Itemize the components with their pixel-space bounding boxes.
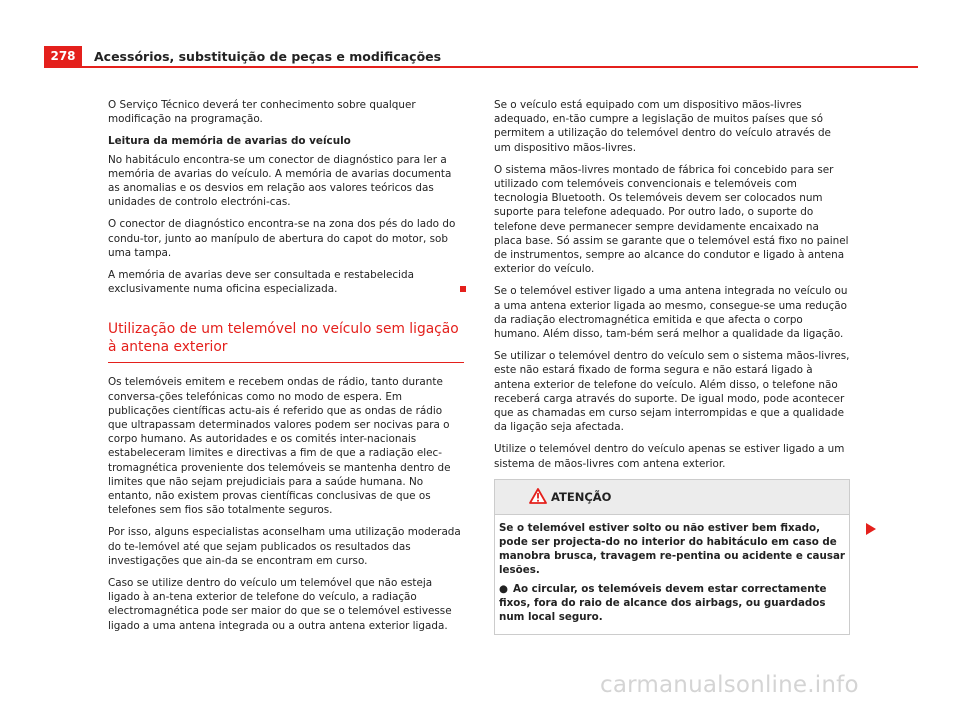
warning-paragraph: Se o telemóvel estiver solto ou não estiver bem fixado, pode ser projecta-do no interior do habitáculo em caso de manobra brusca, travagem re-pentina ou acidente e causar lesões.: [499, 521, 845, 577]
paragraph: Se utilizar o telemóvel dentro do veículo sem o sistema mãos-livres, este não estará fixado de forma segura e não estará ligado à antena exterior de telefone do veículo. Além disso, o telefone não receberá carga através do suporte. De igual modo, pode acontecer que as chamadas em curso sejam interrompidas e que a qualidade da ligação seja afectada.: [494, 350, 850, 434]
left-column: [108, 98, 464, 641]
warning-body: [495, 515, 849, 634]
warning-triangle-icon: [529, 488, 547, 508]
warning-bullet-item: [499, 582, 845, 625]
section-body: [108, 375, 464, 632]
paragraph: Caso se utilize dentro do veículo um telemóvel que não esteja ligado à an-tena exterior de telefone do veículo, a radiação electromagnética pode ser maior do que se o telemóvel estivesse ligado a uma antena integrada ou a outra antena exterior ligada.: [108, 577, 452, 632]
paragraph: Por isso, alguns especialistas aconselham uma utilização moderada do te-lemóvel até que sejam publicados os resultados das investigações que ain-da se encontram em curso.: [108, 526, 461, 567]
paragraph: Utilize o telemóvel dentro do veículo apenas se estiver ligado a um sistema de mãos-livres com antena exterior.: [494, 443, 845, 470]
paragraph: O conector de diagnóstico encontra-se na zona dos pés do lado do condu-tor, junto ao manípulo de abertura do capot do motor, sob uma tampa.: [108, 218, 456, 259]
section-title: Utilização de um telemóvel no veículo sem ligação à antena exterior: [108, 320, 464, 363]
warning-bullet-text: Ao circular, os telemóveis devem estar correctamente fixos, fora do raio de alcance dos airbags, ou guardados num local seguro.: [499, 582, 827, 624]
section-end-marker: [460, 286, 466, 292]
paragraph: No habitáculo encontra-se um conector de diagnóstico para ler a memória de avarias do veículo. A memória de avarias documenta as anomalias e os desvios em relação aos valores teóricos das unidades de controlo electróni-cas.: [108, 153, 452, 209]
header-rule: [44, 66, 918, 68]
paragraph: Se o telemóvel estiver ligado a uma antena integrada no veículo ou a uma antena exterior ligada ao mesmo, consegue-se uma redução da radiação electromagnética emitida e que afecta o corpo humano. Além disso, tam-bém será melhor a qualidade da ligação.: [494, 285, 848, 341]
bullet-icon: ●: [499, 582, 508, 595]
right-column: [494, 98, 850, 635]
warning-title: ATENÇÃO: [551, 489, 612, 504]
paragraph: O Serviço Técnico deverá ter conhecimento sobre qualquer modificação na programação.: [108, 99, 416, 126]
paragraph-with-end-mark: [108, 268, 464, 296]
subheading: Leitura da memória de avarias do veículo: [108, 135, 351, 148]
paragraph: Os telemóveis emitem e recebem ondas de rádio, tanto durante conversa-ções telefónicas como no modo de espera. Em publicações científicas actu-ais é referido que as ondas de rádio que ultrapassam determinados valores podem ser nocivas para o corpo humano. As autoridades e os comités inter-nacionais estabeleceram limites e directivas a fim de que a radiação elec-tromagnética proveniente dos telemóveis se mantenha dentro de limites que não sejam prejudiciais para a saúde humana. No entanto, não existem provas científicas conclusivas de que os telefones sem fios são totalmente seguros.: [108, 376, 451, 517]
page-header-title: Acessórios, substituição de peças e modificações: [94, 49, 442, 64]
watermark: carmanualsonline.info: [600, 672, 859, 698]
paragraph-text: A memória de avarias deve ser consultada e restabelecida exclusivamente numa oficina especializada.: [108, 269, 414, 296]
paragraph: O sistema mãos-livres montado de fábrica foi concebido para ser utilizado com telemóveis convencionais e telemóveis com tecnologia Bluetooth. Os telemóveis devem ser colocados num suporte para telefone adequado. Por outro lado, o suporte do telefone deve permanecer sempre devidamente encaixado na placa base. Só assim se garante que o telemóvel está fixo no painel de instrumentos, sempre ao alcance do condutor e ligado à antena exterior do veículo.: [494, 163, 849, 276]
continue-arrow-icon: [866, 520, 876, 539]
warning-header: [495, 480, 849, 515]
page-number: 278: [44, 46, 82, 66]
paragraph: Se o veículo está equipado com um dispositivo mãos-livres adequado, en-tão cumpre a legislação de muitos países que só permitem a utilização do telemóvel dentro do veículo através de um dispositivo mãos-livres.: [494, 99, 831, 154]
warning-box: [494, 479, 850, 635]
